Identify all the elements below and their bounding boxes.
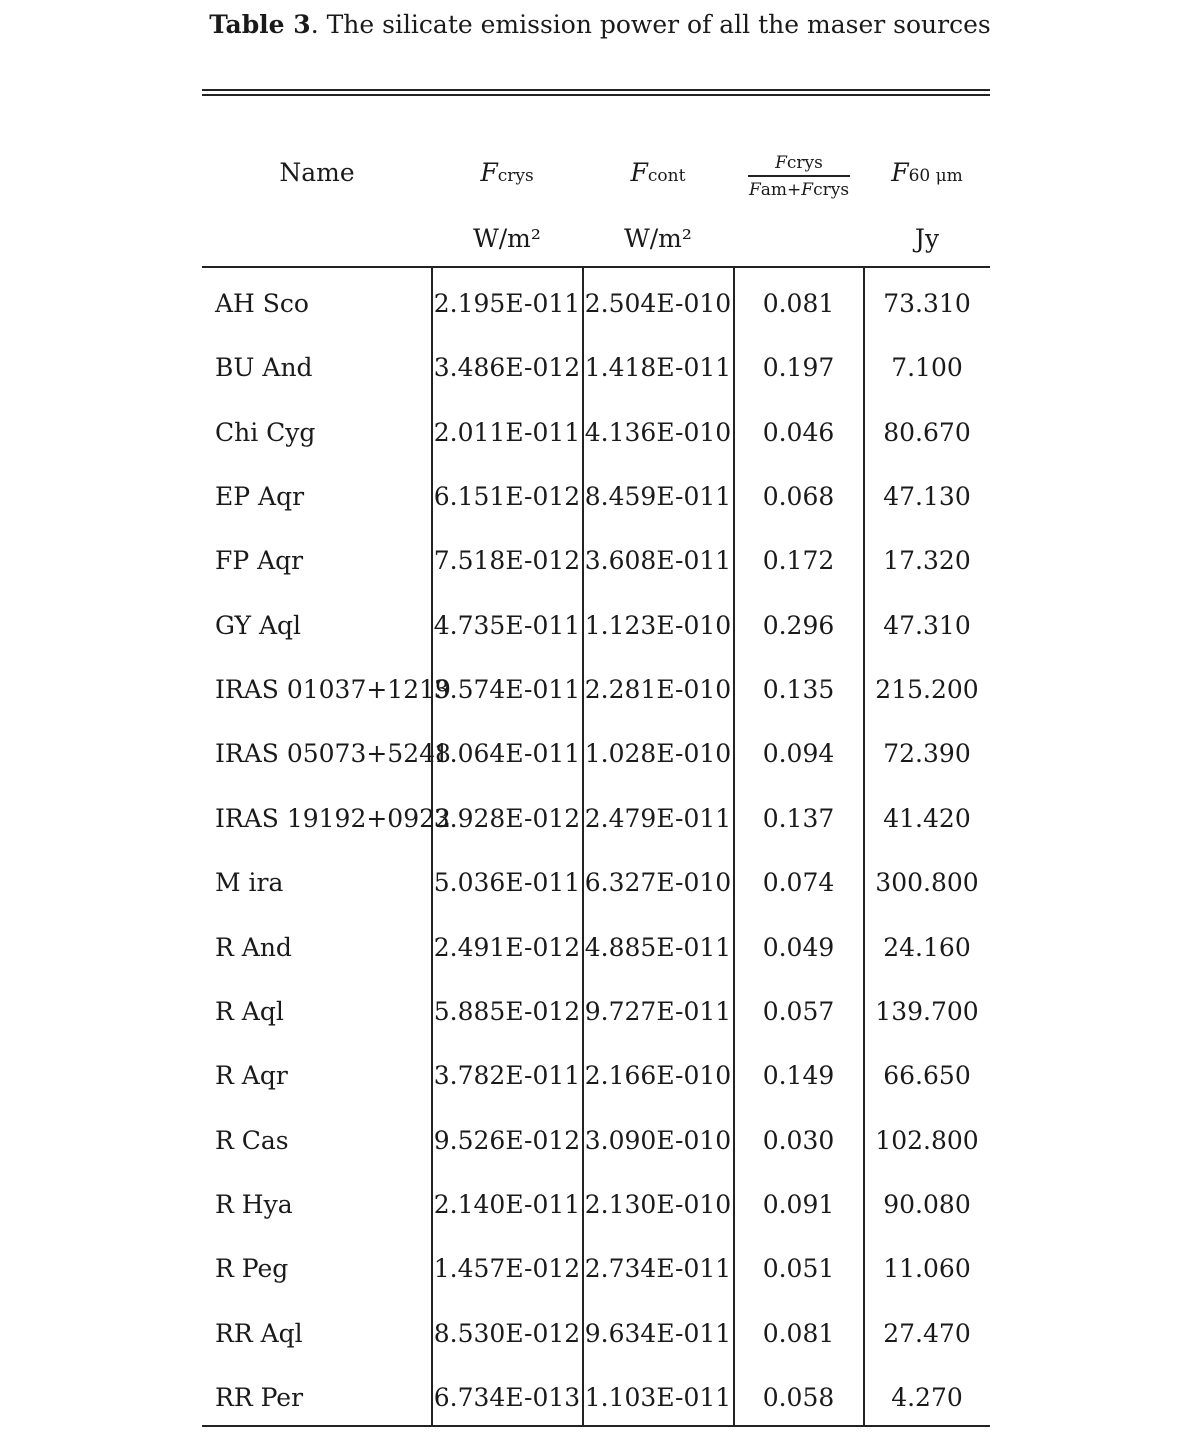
cell-f60: 300.800 [875,868,979,897]
cell-ratio: 0.081 [762,289,835,318]
cell-fcrys: 6.734E-013 [433,1383,581,1412]
cell-f60: 41.420 [883,804,971,833]
cell-fcrys: 3.928E-012 [433,804,581,833]
unit-fcont: W/m² [624,224,692,253]
row-name: EP Aqr [215,482,305,511]
cell-fcrys: 7.518E-012 [433,546,581,575]
header-name: Name [279,158,355,187]
cell-ratio: 0.046 [762,418,835,447]
cell-ratio: 0.197 [762,353,835,382]
unit-f60: Jy [914,224,940,253]
row-name: IRAS 19192+0922 [215,804,451,833]
cell-ratio: 0.094 [762,739,835,768]
cell-fcrys: 4.735E-011 [433,611,581,640]
unit-fcrys: W/m² [473,224,541,253]
top-rule [202,89,990,91]
row-name: FP Aqr [215,546,304,575]
cell-ratio: 0.058 [762,1383,835,1412]
fraction-bar [748,175,850,177]
row-name: IRAS 05073+5248 [215,739,451,768]
cell-fcrys: 6.151E-012 [433,482,581,511]
ratio-denominator: Fam+Fcrys [748,179,850,200]
row-name: IRAS 01037+1219 [215,675,451,704]
cell-ratio: 0.068 [762,482,835,511]
cell-f60: 47.310 [883,611,971,640]
cell-fcrys: 9.526E-012 [433,1126,581,1155]
cell-ratio: 0.074 [762,868,835,897]
cell-fcont: 9.727E-011 [584,997,732,1026]
cell-ratio: 0.049 [762,933,835,962]
row-name: R Aql [215,997,284,1026]
cell-ratio: 0.030 [762,1126,835,1155]
cell-fcont: 2.504E-010 [584,289,732,318]
cell-fcont: 8.459E-011 [584,482,732,511]
cell-ratio: 0.135 [762,675,835,704]
header-fcrys: Fcrys [480,158,534,187]
cell-fcont: 4.885E-011 [584,933,732,962]
cell-f60: 90.080 [883,1190,971,1219]
cell-fcont: 1.103E-011 [584,1383,732,1412]
cell-fcont: 3.090E-010 [584,1126,732,1155]
cell-f60: 24.160 [883,933,971,962]
cell-ratio: 0.296 [762,611,835,640]
row-name: R Cas [215,1126,289,1155]
caption-text: . The silicate emission power of all the maser sources [310,10,991,39]
cell-fcrys: 3.574E-011 [433,675,581,704]
table-caption [0,10,1200,39]
cell-f60: 72.390 [883,739,971,768]
cell-fcrys: 5.036E-011 [433,868,581,897]
cell-fcont: 1.028E-010 [584,739,732,768]
cell-fcont: 6.327E-010 [584,868,732,897]
cell-f60: 47.130 [883,482,971,511]
row-name: GY Aql [215,611,302,640]
cell-fcont: 1.418E-011 [584,353,732,382]
cell-ratio: 0.172 [762,546,835,575]
cell-ratio: 0.051 [762,1254,835,1283]
cell-ratio: 0.081 [762,1319,835,1348]
cell-fcont: 2.130E-010 [584,1190,732,1219]
cell-f60: 80.670 [883,418,971,447]
cell-fcrys: 3.782E-011 [433,1061,581,1090]
cell-fcont: 2.479E-011 [584,804,732,833]
cell-fcrys: 2.195E-011 [433,289,581,318]
row-name: R Peg [215,1254,289,1283]
cell-fcont: 3.608E-011 [584,546,732,575]
header-rule [202,266,990,268]
cell-fcont: 2.281E-010 [584,675,732,704]
row-name: R Aqr [215,1061,288,1090]
header-fcont: Fcont [630,158,686,187]
cell-fcont: 4.136E-010 [584,418,732,447]
cell-ratio: 0.137 [762,804,835,833]
cell-f60: 215.200 [875,675,979,704]
row-name: BU And [215,353,313,382]
cell-fcont: 9.634E-011 [584,1319,732,1348]
cell-fcrys: 1.457E-012 [433,1254,581,1283]
cell-fcont: 2.734E-011 [584,1254,732,1283]
cell-fcrys: 8.530E-012 [433,1319,581,1348]
cell-fcrys: 2.491E-012 [433,933,581,962]
bottom-rule [202,1425,990,1427]
cell-f60: 73.310 [883,289,971,318]
cell-fcrys: 2.140E-011 [433,1190,581,1219]
ratio-numerator: Fcrys [775,153,823,173]
row-name: R Hya [215,1190,293,1219]
cell-f60: 7.100 [891,353,963,382]
header-ratio [735,152,863,201]
row-name: Chi Cyg [215,418,316,447]
cell-fcrys: 5.885E-012 [433,997,581,1026]
cell-f60: 17.320 [883,546,971,575]
cell-ratio: 0.057 [762,997,835,1026]
cell-f60: 11.060 [883,1254,971,1283]
row-name: M ira [215,868,284,897]
table-label: Table 3 [209,10,311,39]
row-name: R And [215,933,292,962]
cell-f60: 27.470 [883,1319,971,1348]
cell-fcont: 2.166E-010 [584,1061,732,1090]
row-name: RR Per [215,1383,304,1412]
cell-fcont: 1.123E-010 [584,611,732,640]
top-rule-second [202,94,990,96]
row-name: AH Sco [215,289,309,318]
cell-f60: 139.700 [875,997,979,1026]
cell-f60: 102.800 [875,1126,979,1155]
cell-fcrys: 2.011E-011 [433,418,581,447]
cell-ratio: 0.091 [762,1190,835,1219]
cell-fcrys: 1.064E-011 [433,739,581,768]
header-f60: F60 μm [891,158,963,187]
row-name: RR Aql [215,1319,303,1348]
cell-ratio: 0.149 [762,1061,835,1090]
cell-fcrys: 3.486E-012 [433,353,581,382]
cell-f60: 66.650 [883,1061,971,1090]
cell-f60: 4.270 [891,1383,963,1412]
